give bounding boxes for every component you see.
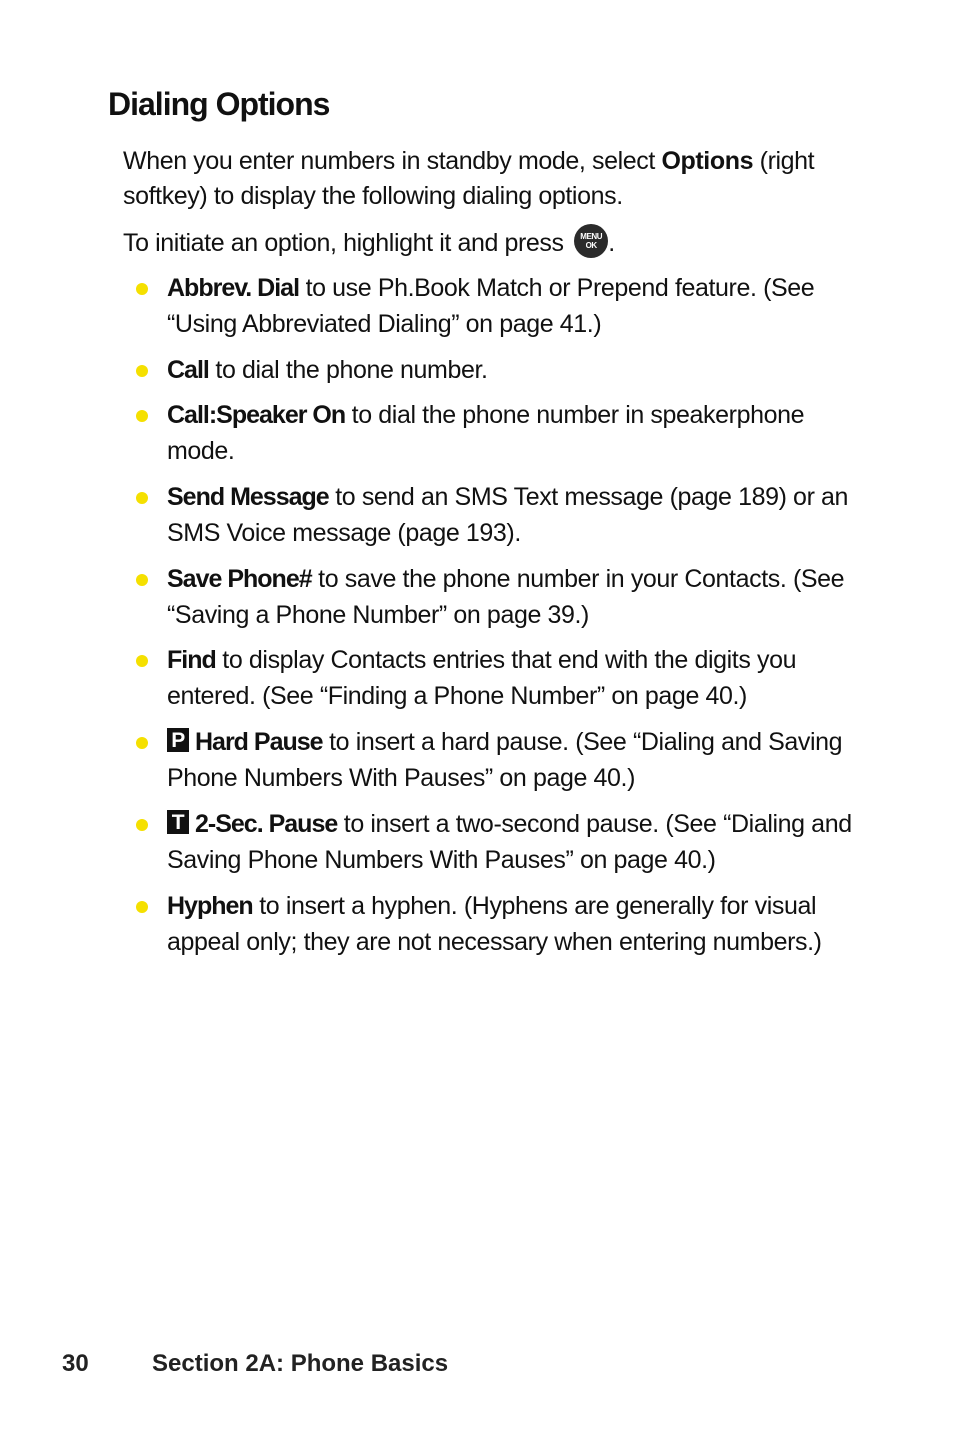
- two-sec-pause-key-icon: T: [167, 810, 189, 834]
- bullet-icon: [136, 901, 148, 913]
- list-item-find: [167, 642, 867, 714]
- option-term: Call: [167, 356, 209, 384]
- option-desc: to send an SMS Text message (page 189) or an SMS Voice message (page 193).: [167, 483, 849, 547]
- instruction-period: .: [608, 229, 615, 257]
- option-desc: to insert a hyphen. (Hyphens are generally for visual appeal only; they are not necessary when entering numbers.): [167, 892, 822, 956]
- hard-pause-key-icon: P: [167, 728, 189, 752]
- option-term: Hard Pause: [195, 728, 323, 756]
- bullet-icon: [136, 492, 148, 504]
- list-item-save-phone: [167, 561, 867, 633]
- list-item-hard-pause: [167, 724, 867, 796]
- intro-text-end: (right softkey) to display the following dialing options.: [123, 147, 815, 210]
- page-footer: [62, 1350, 449, 1378]
- option-term: Abbrev. Dial: [167, 274, 300, 302]
- page-title: Dialing Options: [108, 86, 330, 122]
- menu-ok-key-icon: MENU OK: [574, 224, 608, 258]
- page-number: 30: [62, 1350, 89, 1377]
- option-term: Save Phone#: [167, 565, 312, 593]
- list-item-send-message: [167, 479, 867, 551]
- list-item-call-speaker-on: [167, 397, 867, 469]
- list-item-call: [167, 352, 867, 388]
- option-term: Hyphen: [167, 892, 253, 920]
- section-title: Section 2A: Phone Basics: [152, 1350, 449, 1377]
- list-item-hyphen: [167, 888, 867, 960]
- option-desc: to display Contacts entries that end with the digits you entered. (See “Finding a Phone Number” on page 40.): [167, 646, 797, 710]
- option-desc: to use Ph.Book Match or Prepend feature. (See “Using Abbreviated Dialing” on page 41.): [167, 274, 815, 338]
- option-term: Call:Speaker On: [167, 401, 346, 429]
- option-desc: to dial the phone number in speakerphone mode.: [167, 401, 805, 465]
- option-term: Find: [167, 646, 216, 674]
- instruction-paragraph: [123, 226, 863, 261]
- option-term: 2-Sec. Pause: [195, 810, 338, 838]
- bullet-icon: [136, 574, 148, 586]
- bullet-icon: [136, 283, 148, 295]
- option-desc: to insert a hard pause. (See “Dialing and Saving Phone Numbers With Pauses” on page 40.): [167, 728, 843, 792]
- option-desc: to dial the phone number.: [208, 356, 488, 384]
- bullet-icon: [136, 655, 148, 667]
- intro-text: When you enter numbers in standby mode, select: [123, 147, 662, 175]
- instruction-text: To initiate an option, highlight it and press: [123, 229, 571, 257]
- options-softkey-label: Options: [661, 147, 754, 175]
- bullet-icon: [136, 737, 148, 749]
- intro-paragraph: [123, 144, 863, 214]
- list-item-two-sec-pause: [167, 806, 867, 878]
- option-desc: to insert a two-second pause. (See “Dialing and Saving Phone Numbers With Pauses” on page 40.): [167, 810, 852, 874]
- option-term: Send Message: [167, 483, 329, 511]
- option-desc: to save the phone number in your Contacts. (See “Saving a Phone Number” on page 39.): [167, 565, 845, 629]
- bullet-icon: [136, 410, 148, 422]
- list-item-abbrev-dial: [167, 270, 867, 342]
- bullet-icon: [136, 365, 148, 377]
- bullet-icon: [136, 819, 148, 831]
